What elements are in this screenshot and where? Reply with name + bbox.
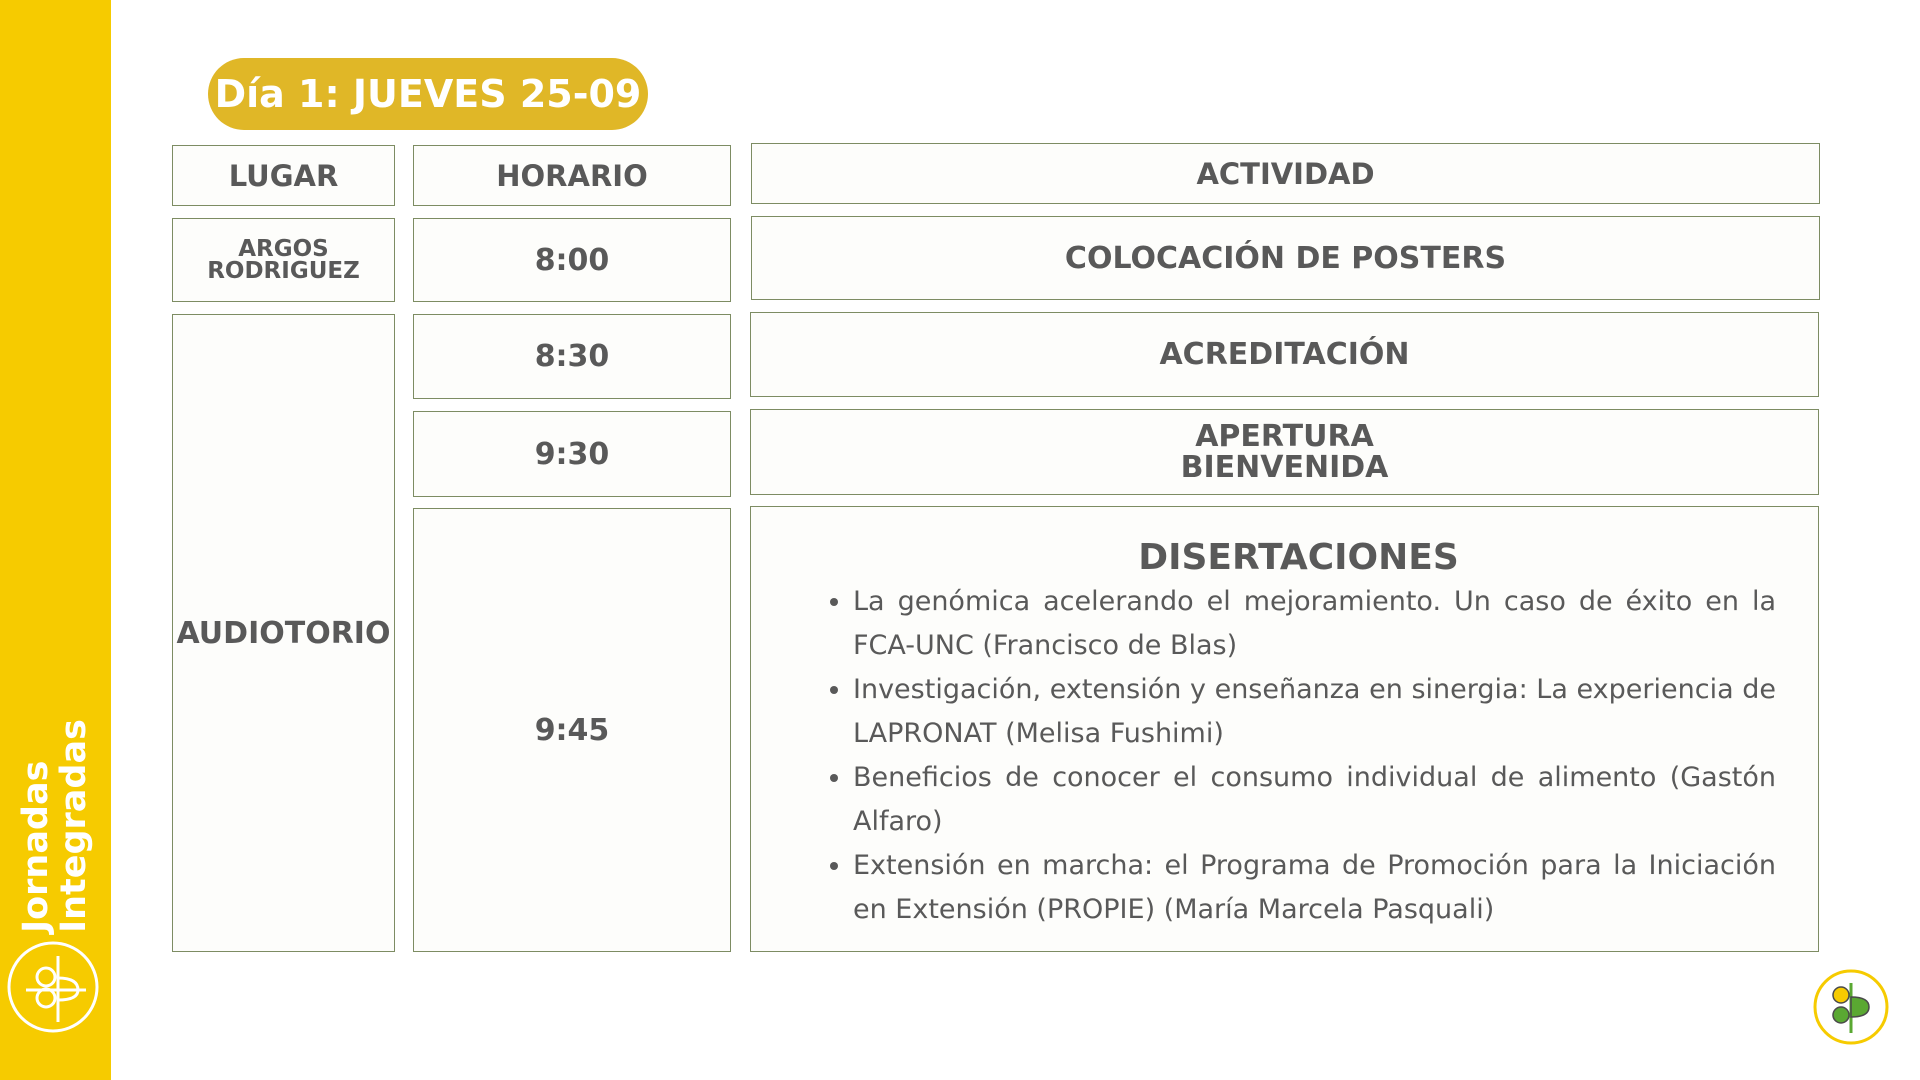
jornadas-logo-icon — [6, 940, 100, 1034]
disertaciones-title: DISERTACIONES — [1138, 537, 1459, 578]
time-cell: 8:30 — [413, 314, 731, 399]
time-cell: 8:00 — [413, 218, 731, 302]
talk-item: • La genómica acelerando el mejoramiento. Un caso de éxito en la FCA-UNC (Francisco de Blas) — [853, 580, 1776, 668]
sidebar-title — [17, 719, 93, 933]
activity-cell: ACREDITACIÓN — [750, 312, 1819, 397]
day-title-pill: Día 1: JUEVES 25-09 — [208, 58, 648, 130]
talks-list — [821, 580, 1776, 932]
activity-line1: APERTURA — [1195, 419, 1374, 454]
talk-item: • Beneficios de conocer el consumo individual de alimento (Gastón Alfaro) — [853, 756, 1776, 844]
header-lugar: LUGAR — [172, 145, 395, 206]
lugar-line1: ARGOS — [238, 236, 329, 262]
lugar-cell-auditorio: AUDIOTORIO — [172, 314, 395, 952]
sidebar-title-line2: Integradas — [54, 719, 94, 933]
talk-item: • Extensión en marcha: el Programa de Promoción para la Iniciación en Extensión (PROPIE) (María Marcela Pasquali) — [853, 844, 1776, 932]
talk-item: • Investigación, extensión y enseñanza en sinergia: La experiencia de LAPRONAT (Melisa Fushimi) — [853, 668, 1776, 756]
lugar-line2: RODRIGUEZ — [207, 258, 360, 284]
time-cell: 9:30 — [413, 411, 731, 497]
header-actividad: ACTIVIDAD — [751, 143, 1820, 204]
jornadas-logo-icon — [1813, 969, 1889, 1045]
header-horario: HORARIO — [413, 145, 731, 206]
activity-cell-disertaciones — [750, 506, 1819, 952]
activity-line2: BIENVENIDA — [1180, 450, 1389, 485]
time-cell: 9:45 — [413, 508, 731, 952]
sidebar — [0, 0, 111, 1080]
activity-cell — [750, 409, 1819, 495]
sidebar-title-line1: Jornadas — [16, 760, 56, 933]
activity-cell: COLOCACIÓN DE POSTERS — [751, 216, 1820, 300]
lugar-cell-argos — [172, 218, 395, 302]
